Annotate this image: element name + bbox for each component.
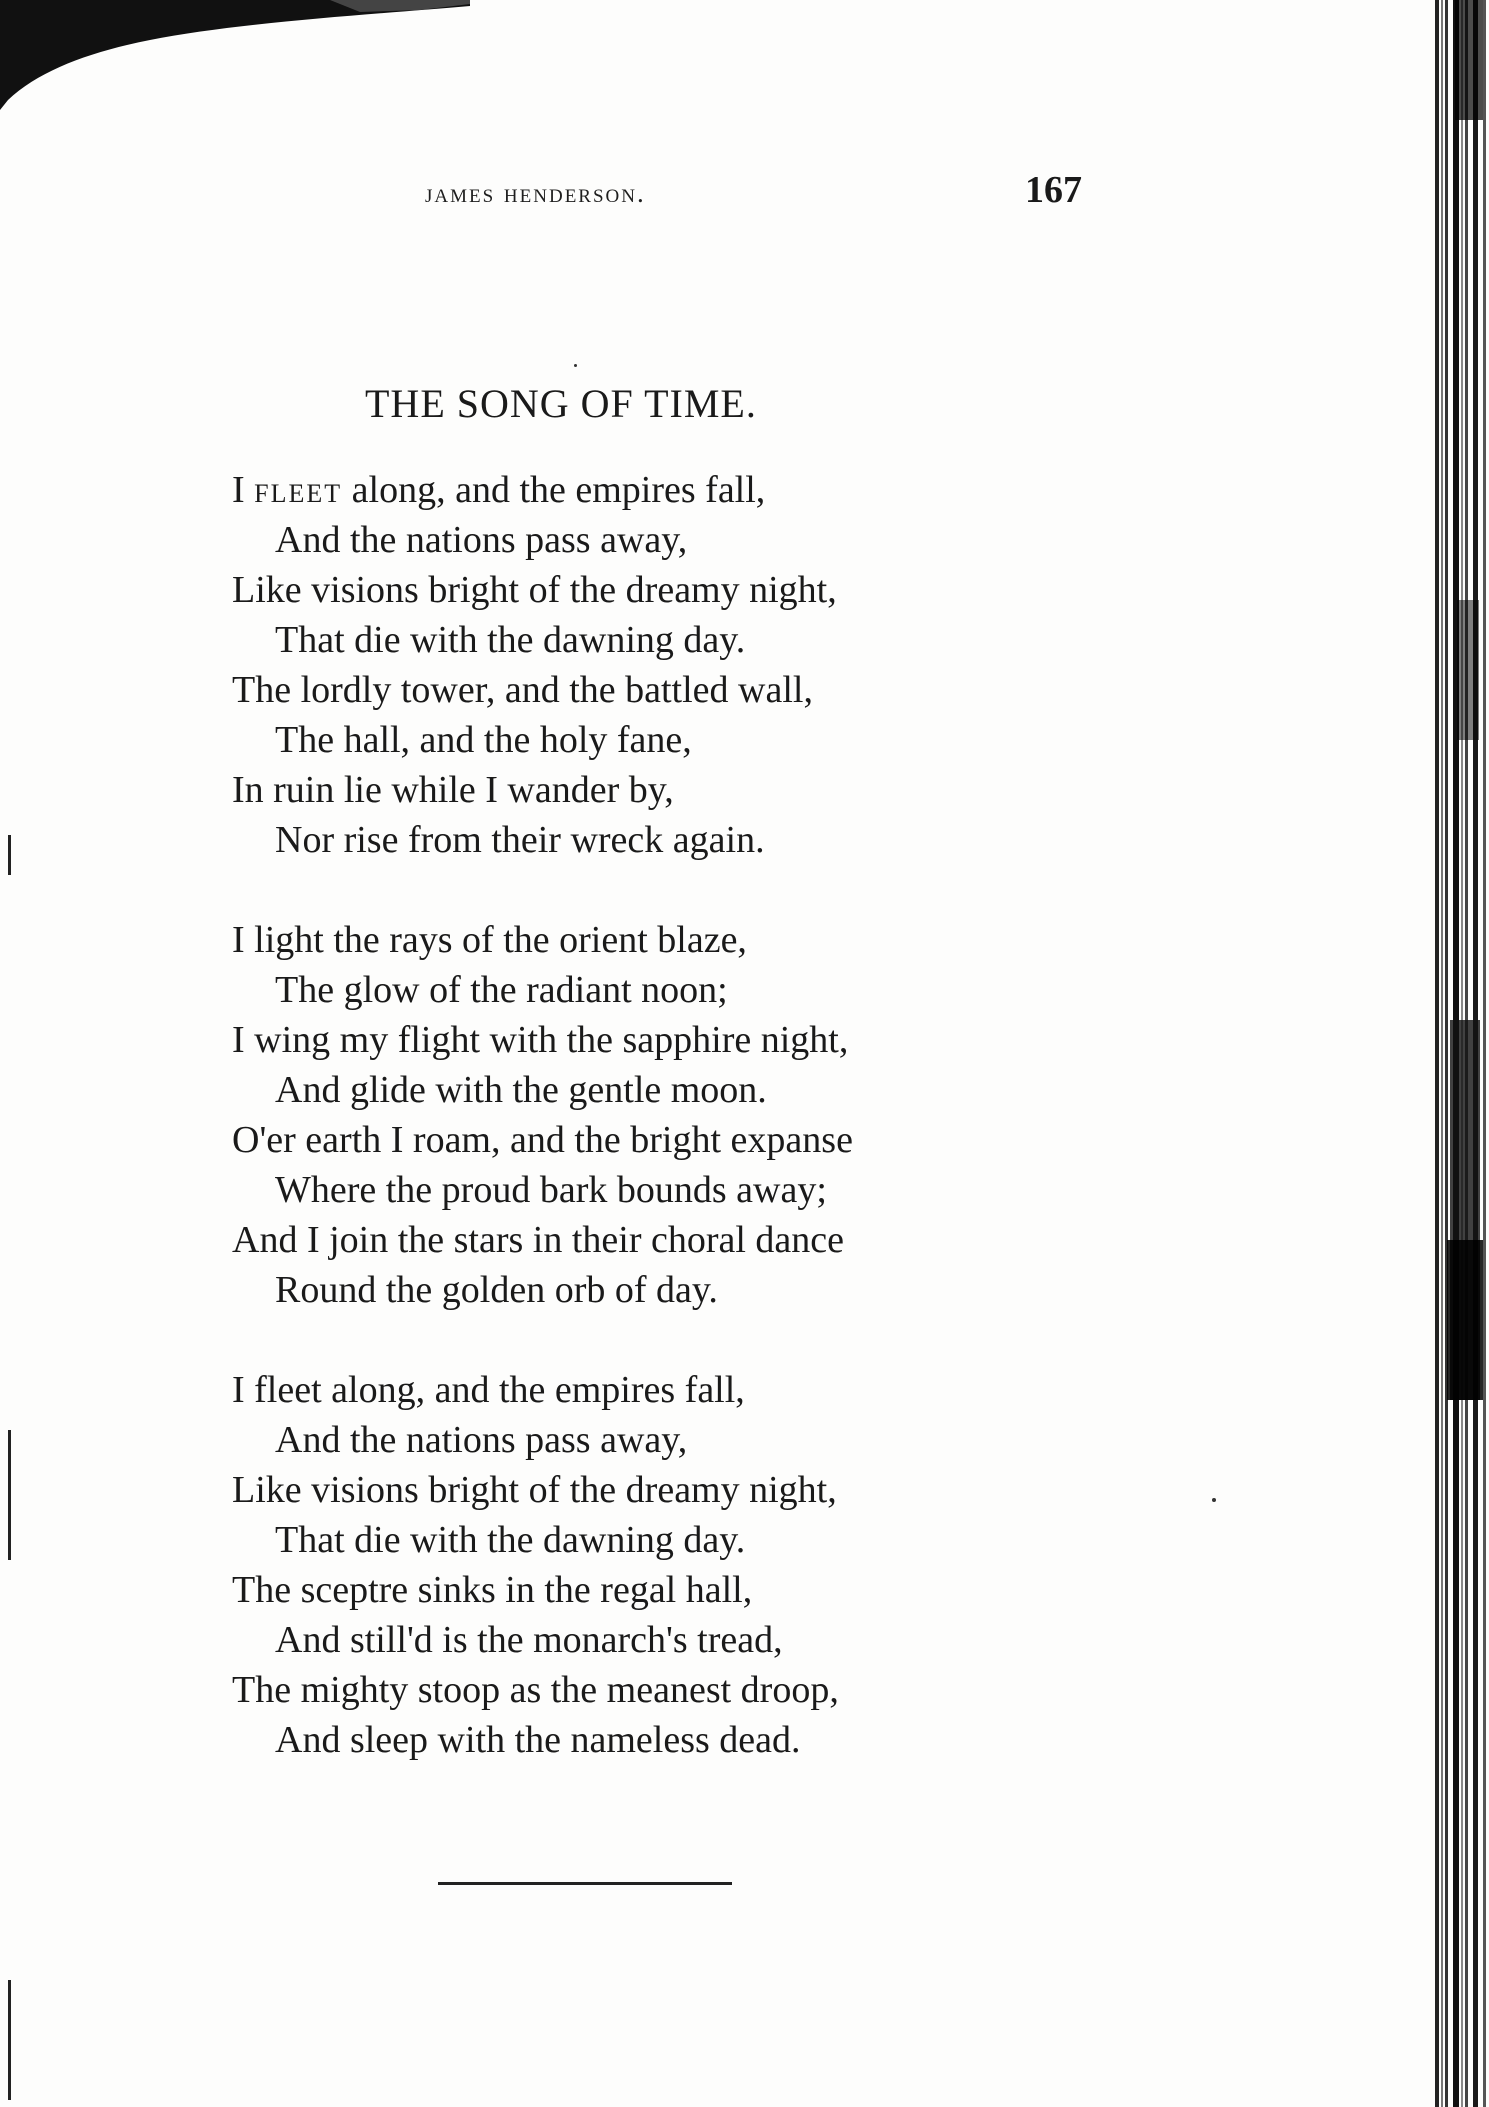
poem-line: And the nations pass away, bbox=[275, 519, 688, 561]
poem-line: I light the rays of the orient blaze, bbox=[232, 919, 747, 961]
poem-line: That die with the dawning day. bbox=[275, 1519, 746, 1561]
poem-line: And still'd is the monarch's tread, bbox=[275, 1619, 783, 1661]
poem-title: THE SONG OF TIME. bbox=[365, 381, 757, 426]
poem-line bbox=[232, 465, 1232, 515]
poem-body bbox=[232, 465, 1232, 1765]
scan-margin-mark bbox=[8, 1430, 11, 1560]
end-rule bbox=[438, 1882, 732, 1885]
poem-line: Nor rise from their wreck again. bbox=[275, 819, 765, 861]
stanza-2 bbox=[232, 915, 1232, 1315]
poem-line: And sleep with the nameless dead. bbox=[275, 1719, 801, 1761]
first-word-small-caps: FLEET bbox=[254, 479, 343, 508]
scan-binding-edge bbox=[1395, 0, 1489, 2107]
scan-corner-shadow bbox=[0, 0, 470, 110]
poem-line: Like visions bright of the dreamy night, bbox=[232, 569, 837, 611]
running-head: james henderson. bbox=[425, 178, 646, 208]
poem-line: I fleet along, and the empires fall, bbox=[232, 1369, 745, 1411]
poem-line: Round the golden orb of day. bbox=[275, 1269, 718, 1311]
poem-line: And glide with the gentle moon. bbox=[275, 1069, 767, 1111]
poem-line: In ruin lie while I wander by, bbox=[232, 769, 674, 811]
poem-line: O'er earth I roam, and the bright expanse bbox=[232, 1119, 853, 1161]
stanza-1 bbox=[232, 465, 1232, 865]
poem-line: That die with the dawning day. bbox=[275, 619, 746, 661]
poem-line: And I join the stars in their choral dance bbox=[232, 1219, 845, 1261]
poem-line: The hall, and the holy fane, bbox=[275, 719, 692, 761]
poem-line: Like visions bright of the dreamy night, bbox=[232, 1469, 837, 1511]
poem-line: The sceptre sinks in the regal hall, bbox=[232, 1569, 753, 1611]
scan-margin-mark bbox=[8, 835, 11, 875]
scan-margin-mark bbox=[8, 1980, 11, 2100]
poem-line: The lordly tower, and the battled wall, bbox=[232, 669, 813, 711]
poem-line: I wing my flight with the sapphire night, bbox=[232, 1019, 849, 1061]
first-word-capital: I bbox=[232, 469, 245, 511]
page-number: 167 bbox=[1025, 169, 1082, 211]
scan-speck bbox=[574, 364, 577, 367]
poem-line: Where the proud bark bounds away; bbox=[275, 1169, 827, 1211]
poem-line: The mighty stoop as the meanest droop, bbox=[232, 1669, 839, 1711]
poem-line: And the nations pass away, bbox=[275, 1419, 688, 1461]
poem-line: The glow of the radiant noon; bbox=[275, 969, 728, 1011]
first-line-rest: along, and the empires fall, bbox=[342, 469, 766, 511]
stanza-3 bbox=[232, 1365, 1232, 1765]
